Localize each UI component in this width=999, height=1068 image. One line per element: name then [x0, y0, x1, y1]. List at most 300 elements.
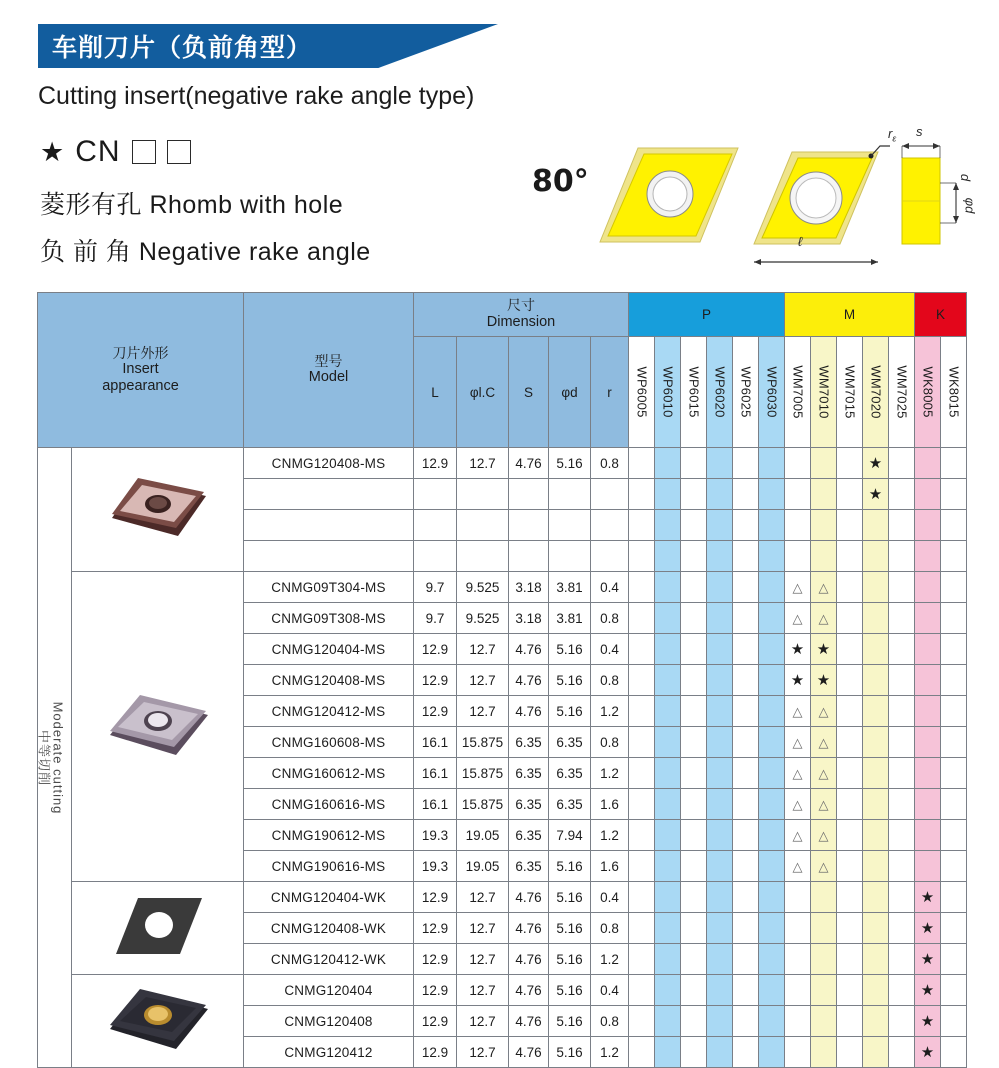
- grade-cell-wm7005: [785, 1006, 811, 1037]
- grade-cell-wm7010: [811, 913, 837, 944]
- dim-l-value: 19.3: [414, 851, 457, 882]
- grade-cell-wp6005: [629, 541, 655, 572]
- grade-cell-wm7020: [863, 448, 889, 479]
- grade-cell-wm7005: [785, 820, 811, 851]
- grade-cell-wm7015: [837, 479, 863, 510]
- grade-cell-wp6005: [629, 975, 655, 1006]
- grade-cell-wp6005: [629, 913, 655, 944]
- dim-r-value: 1.2: [591, 758, 629, 789]
- grade-cell-wp6025: [733, 665, 759, 696]
- grade-cell-wp6010: [655, 944, 681, 975]
- grade-cell-wm7010: [811, 882, 837, 913]
- label-re: $r_\varepsilon$: [888, 126, 897, 144]
- grade-cell-wp6020: [707, 479, 733, 510]
- dim-lc-value: 12.7: [457, 913, 509, 944]
- grade-cell-wp6030: [759, 572, 785, 603]
- grade-cell-wm7020: [863, 758, 889, 789]
- applicable-triangle-icon: △: [792, 827, 803, 843]
- grade-cell-wm7020: [863, 696, 889, 727]
- grade-cell-wp6010: [655, 882, 681, 913]
- dim-lc-value: 12.7: [457, 696, 509, 727]
- grade-cell-wp6015: [681, 913, 707, 944]
- dim-s-value: 6.35: [509, 758, 549, 789]
- grade-cell-wm7010: [811, 789, 837, 820]
- grade-cell-wp6005: [629, 1006, 655, 1037]
- grade-cell-wk8015: [941, 882, 967, 913]
- model-value: [244, 479, 414, 510]
- grade-cell-wm7025: [889, 882, 915, 913]
- grade-cell-wp6010: [655, 758, 681, 789]
- model-value: CNMG120412-WK: [244, 944, 414, 975]
- applicable-triangle-icon: △: [818, 610, 829, 626]
- grade-cell-wk8005: [915, 913, 941, 944]
- applicable-triangle-icon: △: [818, 734, 829, 750]
- grade-cell-wp6020: [707, 975, 733, 1006]
- dim-r-value: 1.6: [591, 789, 629, 820]
- header-grade-wm7025: [889, 337, 915, 448]
- grade-cell-wk8015: [941, 1006, 967, 1037]
- grade-cell-wm7015: [837, 913, 863, 944]
- dim-s-value: 4.76: [509, 913, 549, 944]
- dim-lc-value: 15.875: [457, 789, 509, 820]
- dim-r-value: 0.8: [591, 448, 629, 479]
- grade-cell-wm7020: [863, 727, 889, 758]
- table-row: [38, 882, 967, 913]
- grade-cell-wk8005: [915, 634, 941, 665]
- side-label-en: Moderate cutting: [50, 701, 66, 814]
- model-value: [244, 510, 414, 541]
- grade-cell-wk8015: [941, 758, 967, 789]
- shape-description: 菱形有孔 Rhomb with hole: [40, 191, 344, 219]
- grade-cell-wp6010: [655, 634, 681, 665]
- grade-cell-wp6005: [629, 603, 655, 634]
- applicable-triangle-icon: △: [818, 827, 829, 843]
- grade-cell-wp6030: [759, 603, 785, 634]
- grade-cell-wp6010: [655, 510, 681, 541]
- dim-l-value: 9.7: [414, 603, 457, 634]
- grade-label: WM7010: [816, 365, 831, 419]
- grade-cell-wp6025: [733, 727, 759, 758]
- header-grade-wp6015: [681, 337, 707, 448]
- grade-cell-wp6020: [707, 603, 733, 634]
- grade-cell-wm7005: [785, 541, 811, 572]
- insert-diagrams: [528, 112, 978, 272]
- grade-cell-wm7015: [837, 696, 863, 727]
- dim-l-value: 9.7: [414, 572, 457, 603]
- dim-r-value: 1.6: [591, 851, 629, 882]
- grade-cell-wm7005: [785, 510, 811, 541]
- applicable-triangle-icon: △: [818, 703, 829, 719]
- grade-cell-wp6005: [629, 510, 655, 541]
- grade-cell-wp6015: [681, 882, 707, 913]
- insert-code: CN: [75, 135, 121, 168]
- grade-cell-wk8005: [915, 727, 941, 758]
- dim-r-value: 0.8: [591, 727, 629, 758]
- grade-cell-wm7010: [811, 758, 837, 789]
- grade-cell-wm7020: [863, 510, 889, 541]
- grade-cell-wp6015: [681, 758, 707, 789]
- grade-label: WP6025: [738, 366, 753, 418]
- grade-cell-wk8015: [941, 541, 967, 572]
- grade-cell-wm7015: [837, 789, 863, 820]
- grade-cell-wp6030: [759, 758, 785, 789]
- table-row: [38, 975, 967, 1006]
- grade-cell-wm7025: [889, 572, 915, 603]
- grade-cell-wp6005: [629, 665, 655, 696]
- header-band-k: K: [915, 293, 967, 337]
- grade-cell-wm7005: [785, 882, 811, 913]
- grade-cell-wp6030: [759, 510, 785, 541]
- dim-l-value: 16.1: [414, 789, 457, 820]
- grade-cell-wp6025: [733, 789, 759, 820]
- grade-cell-wp6020: [707, 696, 733, 727]
- grade-cell-wm7015: [837, 510, 863, 541]
- grade-cell-wp6015: [681, 727, 707, 758]
- grade-cell-wm7025: [889, 510, 915, 541]
- header-grade-wm7015: [837, 337, 863, 448]
- insert-black-gold-icon: [98, 985, 218, 1057]
- table-row: [38, 448, 967, 479]
- dim-phid-value: [549, 479, 591, 510]
- grade-cell-wm7010: [811, 541, 837, 572]
- grade-cell-wp6005: [629, 851, 655, 882]
- grade-cell-wm7020: [863, 541, 889, 572]
- grade-cell-wp6010: [655, 820, 681, 851]
- recommend-star-icon: ★: [920, 1012, 935, 1030]
- recommend-star-icon: ★: [816, 640, 831, 658]
- applicable-triangle-icon: △: [792, 610, 803, 626]
- grade-cell-wm7020: [863, 944, 889, 975]
- grade-label: WP6010: [660, 366, 675, 418]
- grade-cell-wp6025: [733, 479, 759, 510]
- grade-cell-wm7005: [785, 634, 811, 665]
- table-body: [38, 448, 967, 1068]
- dim-s-value: 4.76: [509, 882, 549, 913]
- grade-cell-wk8005: [915, 975, 941, 1006]
- dim-lc-value: 12.7: [457, 882, 509, 913]
- grade-cell-wp6015: [681, 789, 707, 820]
- applicable-triangle-icon: △: [792, 858, 803, 874]
- grade-cell-wp6015: [681, 603, 707, 634]
- grade-cell-wp6005: [629, 572, 655, 603]
- recommend-star-icon: ★: [920, 919, 935, 937]
- dim-r-value: 1.2: [591, 696, 629, 727]
- dim-s-value: [509, 541, 549, 572]
- grade-cell-wp6025: [733, 603, 759, 634]
- recommend-star-icon: ★: [868, 454, 883, 472]
- grade-cell-wk8015: [941, 479, 967, 510]
- dim-l-value: 12.9: [414, 634, 457, 665]
- dim-phid-value: 3.81: [549, 603, 591, 634]
- grade-cell-wm7020: [863, 479, 889, 510]
- grade-cell-wp6015: [681, 696, 707, 727]
- grade-cell-wk8015: [941, 696, 967, 727]
- grade-cell-wp6030: [759, 1006, 785, 1037]
- dim-s-value: 6.35: [509, 727, 549, 758]
- dim-phid-value: 5.16: [549, 975, 591, 1006]
- grade-cell-wp6005: [629, 479, 655, 510]
- dim-l-value: 12.9: [414, 944, 457, 975]
- grade-cell-wm7025: [889, 448, 915, 479]
- grade-cell-wp6015: [681, 448, 707, 479]
- dim-r-value: 0.8: [591, 665, 629, 696]
- grade-cell-wk8015: [941, 634, 967, 665]
- grade-cell-wm7005: [785, 665, 811, 696]
- grade-cell-wk8015: [941, 510, 967, 541]
- grade-cell-wp6010: [655, 696, 681, 727]
- grade-cell-wp6030: [759, 913, 785, 944]
- dim-phid-value: [549, 541, 591, 572]
- grade-label: WM7020: [868, 365, 883, 419]
- grade-cell-wp6015: [681, 665, 707, 696]
- dim-l-value: 12.9: [414, 696, 457, 727]
- grade-cell-wm7005: [785, 758, 811, 789]
- grade-cell-wk8005: [915, 851, 941, 882]
- grade-cell-wp6025: [733, 851, 759, 882]
- header-row-1: [38, 293, 967, 337]
- grade-cell-wp6025: [733, 510, 759, 541]
- grade-cell-wm7025: [889, 696, 915, 727]
- grade-cell-wp6005: [629, 634, 655, 665]
- recommend-star-icon: ★: [868, 485, 883, 503]
- grade-cell-wk8015: [941, 603, 967, 634]
- grade-cell-wm7010: [811, 727, 837, 758]
- grade-cell-wm7015: [837, 665, 863, 696]
- grade-label: WK8015: [946, 366, 961, 418]
- grade-cell-wp6020: [707, 789, 733, 820]
- dim-l-value: 12.9: [414, 1006, 457, 1037]
- grade-label: WK8005: [920, 366, 935, 418]
- dim-l-value: [414, 541, 457, 572]
- grade-label: WM7005: [790, 365, 805, 419]
- recommend-star-icon: ★: [920, 981, 935, 999]
- grade-cell-wk8015: [941, 665, 967, 696]
- dim-r-value: 0.8: [591, 1006, 629, 1037]
- header-band-p: P: [629, 293, 785, 337]
- recommend-star-icon: ★: [816, 671, 831, 689]
- dim-s-value: [509, 510, 549, 541]
- grade-cell-wp6025: [733, 1006, 759, 1037]
- dimensioned-insert-figure: [740, 128, 890, 278]
- grade-cell-wp6020: [707, 851, 733, 882]
- model-value: CNMG120408: [244, 1006, 414, 1037]
- dim-r-value: 0.4: [591, 882, 629, 913]
- grade-cell-wp6025: [733, 975, 759, 1006]
- grade-cell-wm7025: [889, 913, 915, 944]
- grade-cell-wp6020: [707, 665, 733, 696]
- insert-appearance-cell: [72, 882, 244, 975]
- page-banner: [38, 24, 498, 68]
- label-s: s: [916, 124, 923, 139]
- model-value: CNMG160612-MS: [244, 758, 414, 789]
- insert-appearance-cell: [72, 975, 244, 1068]
- grade-cell-wm7015: [837, 882, 863, 913]
- grade-cell-wm7010: [811, 851, 837, 882]
- model-value: CNMG160616-MS: [244, 789, 414, 820]
- dim-lc-value: 15.875: [457, 758, 509, 789]
- grade-cell-wp6010: [655, 1006, 681, 1037]
- recommend-star-icon: ★: [920, 950, 935, 968]
- model-value: CNMG120408-WK: [244, 913, 414, 944]
- header-grade-wm7020: [863, 337, 889, 448]
- applicable-triangle-icon: △: [818, 796, 829, 812]
- dim-l-value: 12.9: [414, 1037, 457, 1068]
- grade-cell-wk8005: [915, 1006, 941, 1037]
- grade-cell-wm7015: [837, 851, 863, 882]
- grade-cell-wk8015: [941, 572, 967, 603]
- grade-cell-wm7015: [837, 448, 863, 479]
- dim-l-value: 12.9: [414, 665, 457, 696]
- grade-label: WP6015: [686, 366, 701, 418]
- dim-s-value: 6.35: [509, 851, 549, 882]
- grade-cell-wm7010: [811, 1006, 837, 1037]
- side-label-moderate-cutting: [38, 448, 72, 1068]
- grade-cell-wm7020: [863, 913, 889, 944]
- insert-brown-icon: [98, 474, 218, 546]
- dim-lc-value: 12.7: [457, 1037, 509, 1068]
- insert-appearance-cell: [72, 448, 244, 572]
- grade-cell-wk8005: [915, 572, 941, 603]
- grade-cell-wm7025: [889, 634, 915, 665]
- grade-label: WM7025: [894, 365, 909, 419]
- dim-s-value: 4.76: [509, 448, 549, 479]
- grade-cell-wp6010: [655, 913, 681, 944]
- dim-lc-value: 9.525: [457, 572, 509, 603]
- grade-cell-wm7015: [837, 634, 863, 665]
- dim-phid-value: 5.16: [549, 913, 591, 944]
- grade-cell-wm7020: [863, 634, 889, 665]
- grade-cell-wp6020: [707, 510, 733, 541]
- grade-cell-wp6020: [707, 541, 733, 572]
- grade-cell-wp6030: [759, 789, 785, 820]
- dim-lc-value: 15.875: [457, 727, 509, 758]
- dim-lc-value: 9.525: [457, 603, 509, 634]
- grade-cell-wm7025: [889, 479, 915, 510]
- grade-cell-wp6005: [629, 696, 655, 727]
- header-grade-wk8015: [941, 337, 967, 448]
- grade-cell-wp6005: [629, 727, 655, 758]
- grade-cell-wp6005: [629, 448, 655, 479]
- label-d: d: [958, 173, 974, 182]
- recommend-star-icon: ★: [790, 640, 805, 658]
- dim-l-value: 12.9: [414, 913, 457, 944]
- grade-cell-wm7015: [837, 944, 863, 975]
- grade-cell-wm7025: [889, 944, 915, 975]
- grade-cell-wm7010: [811, 634, 837, 665]
- applicable-triangle-icon: △: [792, 579, 803, 595]
- grade-cell-wp6010: [655, 448, 681, 479]
- grade-cell-wp6015: [681, 479, 707, 510]
- dim-phid-value: 5.16: [549, 696, 591, 727]
- dim-r-value: [591, 541, 629, 572]
- grade-cell-wp6005: [629, 789, 655, 820]
- header-model: 型号 Model: [244, 293, 414, 448]
- grade-cell-wk8015: [941, 851, 967, 882]
- header-grade-wp6020: [707, 337, 733, 448]
- grade-cell-wp6025: [733, 448, 759, 479]
- dim-phid-value: 7.94: [549, 820, 591, 851]
- model-value: CNMG160608-MS: [244, 727, 414, 758]
- grade-cell-wm7005: [785, 727, 811, 758]
- grade-cell-wm7010: [811, 696, 837, 727]
- grade-cell-wk8005: [915, 479, 941, 510]
- recommend-star-icon: ★: [790, 671, 805, 689]
- grade-cell-wm7005: [785, 944, 811, 975]
- grade-cell-wp6030: [759, 479, 785, 510]
- grade-cell-wm7020: [863, 882, 889, 913]
- grade-cell-wp6020: [707, 727, 733, 758]
- table-header: [38, 293, 967, 448]
- grade-cell-wp6015: [681, 975, 707, 1006]
- dim-s-value: 4.76: [509, 1037, 549, 1068]
- dim-s-value: 6.35: [509, 820, 549, 851]
- label-l: ℓ: [798, 234, 803, 249]
- grade-label: WM7015: [842, 365, 857, 419]
- dim-s-value: 4.76: [509, 696, 549, 727]
- grade-cell-wm7005: [785, 448, 811, 479]
- grade-cell-wp6025: [733, 882, 759, 913]
- insert-spec-table: [37, 292, 967, 1068]
- header-grade-wm7010: [811, 337, 837, 448]
- grade-cell-wp6010: [655, 603, 681, 634]
- grade-cell-wp6025: [733, 572, 759, 603]
- grade-cell-wk8015: [941, 727, 967, 758]
- insert-black-flat-icon: [98, 892, 218, 964]
- model-value: CNMG190616-MS: [244, 851, 414, 882]
- grade-cell-wk8005: [915, 603, 941, 634]
- dim-lc-value: [457, 479, 509, 510]
- dim-l-value: 12.9: [414, 448, 457, 479]
- grade-cell-wk8015: [941, 975, 967, 1006]
- grade-cell-wk8005: [915, 448, 941, 479]
- grade-cell-wm7025: [889, 665, 915, 696]
- dim-r-value: 1.2: [591, 1037, 629, 1068]
- header-dim-l: L: [414, 337, 457, 448]
- dim-lc-value: 12.7: [457, 665, 509, 696]
- label-phi-d: φd: [962, 197, 978, 214]
- grade-cell-wm7025: [889, 727, 915, 758]
- grade-cell-wm7020: [863, 851, 889, 882]
- header-grade-wp6010: [655, 337, 681, 448]
- grade-cell-wp6030: [759, 448, 785, 479]
- grade-cell-wp6025: [733, 541, 759, 572]
- grade-cell-wp6005: [629, 944, 655, 975]
- grade-cell-wm7025: [889, 758, 915, 789]
- header-band-m: M: [785, 293, 915, 337]
- dim-lc-value: 12.7: [457, 944, 509, 975]
- dim-r-value: 0.4: [591, 975, 629, 1006]
- grade-cell-wk8005: [915, 882, 941, 913]
- header-grade-wp6005: [629, 337, 655, 448]
- dim-r-value: [591, 479, 629, 510]
- dim-s-value: 4.76: [509, 975, 549, 1006]
- applicable-triangle-icon: △: [792, 796, 803, 812]
- grade-cell-wm7010: [811, 944, 837, 975]
- dim-r-value: 1.2: [591, 820, 629, 851]
- dim-phid-value: 5.16: [549, 448, 591, 479]
- grade-cell-wk8015: [941, 913, 967, 944]
- grade-cell-wm7025: [889, 603, 915, 634]
- header-grade-wp6025: [733, 337, 759, 448]
- grade-cell-wp6030: [759, 541, 785, 572]
- grade-cell-wp6010: [655, 727, 681, 758]
- dim-phid-value: 3.81: [549, 572, 591, 603]
- grade-cell-wm7025: [889, 820, 915, 851]
- grade-cell-wp6020: [707, 448, 733, 479]
- page-subtitle-en: Cutting insert(negative rake angle type): [38, 82, 475, 110]
- dim-lc-value: 12.7: [457, 634, 509, 665]
- grade-cell-wk8015: [941, 820, 967, 851]
